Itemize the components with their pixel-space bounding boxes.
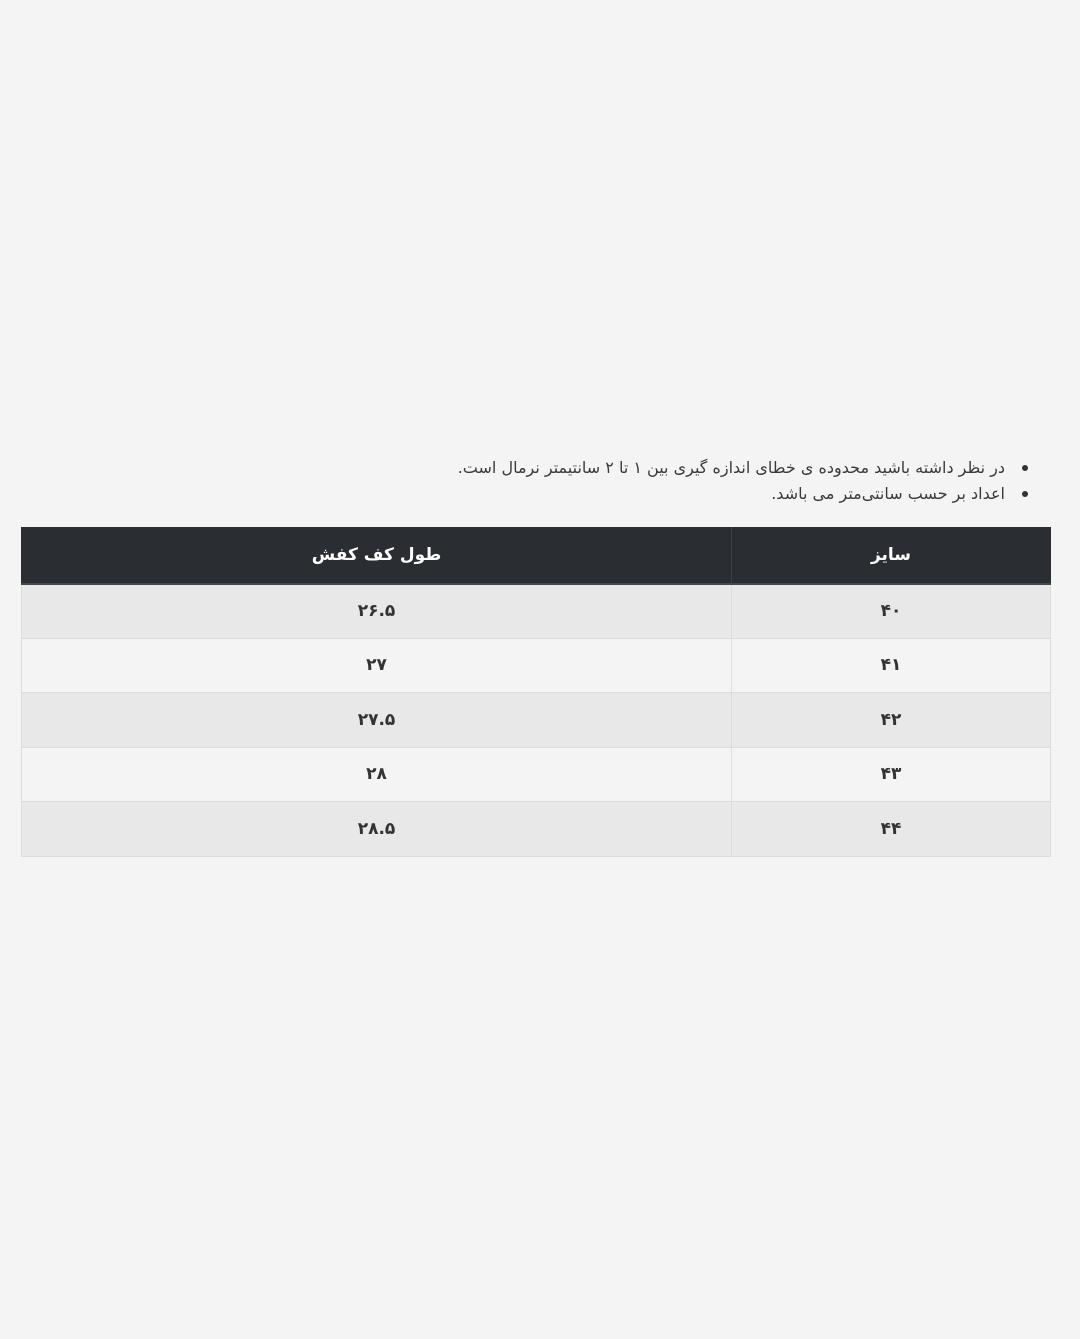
note-item bbox=[20, 481, 1028, 507]
cell-size: ۴۲ bbox=[732, 693, 1051, 748]
size-notes-list bbox=[20, 455, 1028, 507]
bullet-icon bbox=[1022, 465, 1028, 471]
note-item bbox=[20, 455, 1028, 481]
bullet-icon bbox=[1022, 491, 1028, 497]
table-row bbox=[22, 747, 1051, 802]
table-header-row bbox=[22, 528, 1051, 584]
table-row bbox=[22, 802, 1051, 857]
cell-length: ۲۸ bbox=[22, 747, 732, 802]
table-row bbox=[22, 584, 1051, 639]
column-header-size: سایز bbox=[732, 528, 1051, 584]
table-row bbox=[22, 693, 1051, 748]
column-header-length: طول کف کفش bbox=[22, 528, 732, 584]
cell-size: ۴۱ bbox=[732, 638, 1051, 693]
cell-length: ۲۸.۵ bbox=[22, 802, 732, 857]
cell-size: ۴۳ bbox=[732, 747, 1051, 802]
size-chart-table bbox=[21, 527, 1051, 857]
table-row bbox=[22, 638, 1051, 693]
cell-length: ۲۷ bbox=[22, 638, 732, 693]
cell-size: ۴۴ bbox=[732, 802, 1051, 857]
cell-size: ۴۰ bbox=[732, 584, 1051, 639]
table-header bbox=[22, 528, 1051, 584]
cell-length: ۲۶.۵ bbox=[22, 584, 732, 639]
table-body bbox=[22, 584, 1051, 857]
note-text: در نظر داشته باشید محدوده ی خطای اندازه گیری بین ۱ تا ۲ سانتیمتر نرمال است. bbox=[457, 458, 1005, 477]
cell-length: ۲۷.۵ bbox=[22, 693, 732, 748]
note-text: اعداد بر حسب سانتی‌متر می باشد. bbox=[771, 484, 1005, 503]
